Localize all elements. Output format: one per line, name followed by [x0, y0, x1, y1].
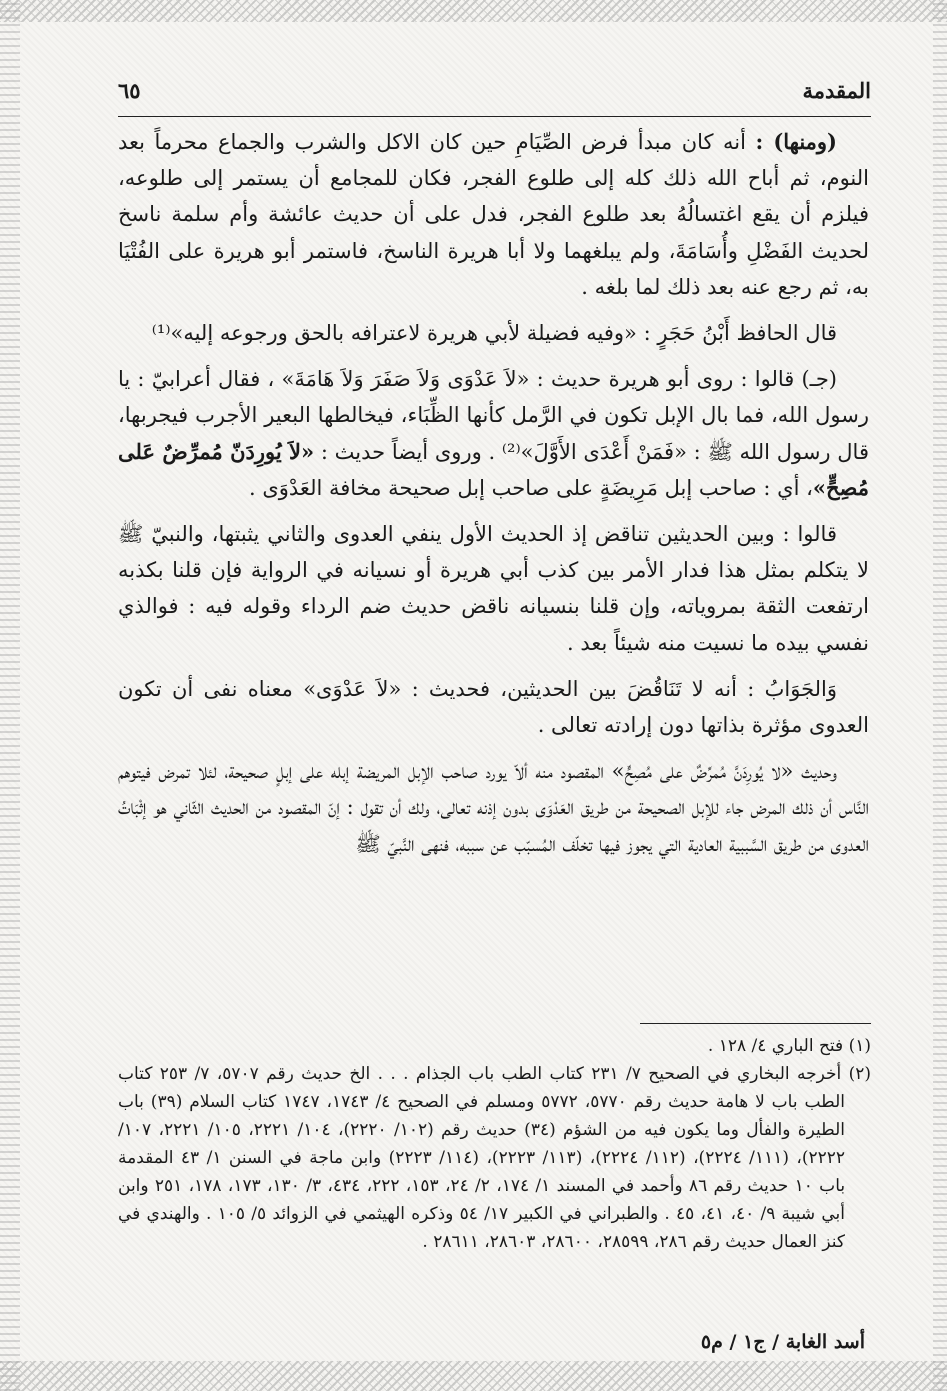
- footnotes: [118, 1032, 871, 1256]
- right-border-ornament: [933, 0, 947, 1391]
- paragraph-1-text: أنه كان مبدأ فرض الصِّيَامِ حين كان الاكل والشرب والجماع محرماً بعد النوم، ثم أباح الله ذلك كله إلى طلوع الفجر، فكان للمجامع أن يستمر إلى طلوعه، فيلزم أن يقع اغتسالُهُ بعد طلوع الفجر، فدل على أن حديث عائشة وأم سلمة ناسخ لحديث الفَضْلِ وأُسَامَةَ، ولم يبلغهما ولا أبا هريرة الناسخ، فاستمر أبو هريرة على الفُتْيَا به، ثم رجع عنه بعد ذلك لما بلغه .: [118, 130, 869, 299]
- top-border-ornament: [0, 0, 947, 22]
- paragraph-1: [118, 124, 869, 305]
- paragraph-1-lead: (ومنها) :: [755, 129, 837, 154]
- bottom-border-ornament: [0, 1361, 947, 1391]
- running-head: المقدمة: [802, 78, 871, 103]
- paragraph-6: وحديث «لا يُورِدَنَّ مُمرِّضٌ على مُصِحٍّ» المقصود منه ألاّ يورد صاحب الإبل المريضة إبله على إبلٍ صحيحة، لئلا تمرض فيتوهم النَّاس أن ذلك المرض جاء للإبل الصحيحة من طريق العَدْوَى بدون إذنه تعالى، ولك أن تقول : إنّ المقصود من الحديث الثّاني هو إثْبَاتُ العدوى من طريق السَّببية العادية التي يجوز فيها تخلّف المُسبّب عن سببه، فنهى النَّبيّ ﷺ: [118, 759, 869, 856]
- footnote-2: (٢) أخرجه البخاري في الصحيح ٧/ ٢٣١ كتاب الطب باب الجذام . . . الخ حديث رقم ٥٧٠٧، ٧/ ٢٥٣ كتاب الطب باب لا هامة حديث رقم ٥٧٧٠، ٥٧٧٢ ومسلم في الصحيح ٤/ ١٧٤٣، ١٧٤٧ كتاب السلام (٣٩) باب الطيرة والفأل وما يكون فيه من الشؤم (٣٤) حديث رقم (١٠٢/ ٢٢٢٠)، ١٠٤/ ٢٢٢١، ١٠٥/ ٢٢٢١، ١٠٧/ ٢٢٢٢)، (١١١/ ٢٢٢٤)، (١١٢/ ٢٢٢٤)، (١١٣/ ٢٢٢٣)، (١١٤/ ٢٢٢٣) وابن ماجة في السنن ١/ ٤٣ المقدمة باب ١٠ حديث رقم ٨٦ وأحمد في المسند ١/ ١٧٤، ٢/ ٢٤، ١٥٣، ٢٢٢، ٤٣٤، ٣/ ١٣٠، ١٧٣، ١٧٨، ٢٥١ وابن أبي شيبة ٩/ ٤٠، ٤١، ٤٥ . والطبراني في الكبير ١٧/ ٥٤ وذكره الهيثمي في الزوائد ٥/ ١٠٥ . والهندي في كنز العمال حديث رقم ٢٨٦، ٢٨٥٩٩، ٢٨٦٠٠، ٢٨٦٠٣، ٢٨٦١١ .: [118, 1064, 872, 1252]
- page-number: ٦٥: [118, 78, 141, 103]
- paragraph-3-part-b: ، أي : صاحب إبل مَرِيضَةٍ على صاحب إبل صحيحة مخافة العَدْوَى .: [248, 475, 813, 500]
- footnote-1: (١) فتح الباري ٤/ ١٢٨ .: [707, 1036, 871, 1056]
- paragraph-3-hadith: «لاَ يُورِدَنّ مُمرِّضٌ عَلى مُصِحٍّ»: [118, 438, 869, 500]
- paragraph-4: قالوا : وبين الحديثين تناقض إذ الحديث الأول ينفي العدوى والثاني يثبتها، والنبيّ ﷺ لا يتكلم بمثل هذا فدار الأمر بين كذب أبي هريرة أو نسيانه في الرواية فإن قلنا بكذبه ارتفعت الثقة بمروياته، وإن قلنا بنسيانه ناقض حديث ضم الرداء وقوله فيه : فوالذي نفسي بيده ما نسيت منه شيئاً بعد .: [118, 522, 869, 655]
- left-border-ornament: [0, 0, 20, 1391]
- main-text: [118, 124, 869, 862]
- signature-mark: أسد الغابة / ج١ / م٥: [700, 1331, 865, 1353]
- page-header: [118, 74, 871, 110]
- header-rule: [118, 116, 871, 117]
- paragraph-2: قال الحافظ أَبْنُ حَجَرٍ : «وفيه فضيلة لأبي هريرة لاعترافه بالحق ورجوعه إليه»⁽¹⁾: [151, 321, 837, 346]
- footnote-rule: [640, 1023, 871, 1024]
- paragraph-3: [118, 361, 869, 506]
- paragraph-3-part-a: (جـ) قالوا : روى أبو هريرة حديث : «لاَ عَدْوَى وَلاَ صَفَرَ وَلاَ هَامَةَ» ، فقال أعرابيّ : يا رسول الله، فما بال الإبل تكون في الرَّمل كأنها الظِّبَاء، فيخالطها البعير الأجرب فيجربها، قال رسول الله ﷺ : «فَمَنْ أَعْدَى الأَوَّلَ»⁽²⁾ . وروى أيضاً حديث :: [118, 367, 869, 464]
- paragraph-5: وَالجَوَابُ : أنه لا تَنَاقُضَ بين الحديثين، فحديث : «لاَ عَدْوَى» معناه نفى أن تكون العدوى مؤثرة بذاتها دون إرادته تعالى .: [118, 676, 869, 738]
